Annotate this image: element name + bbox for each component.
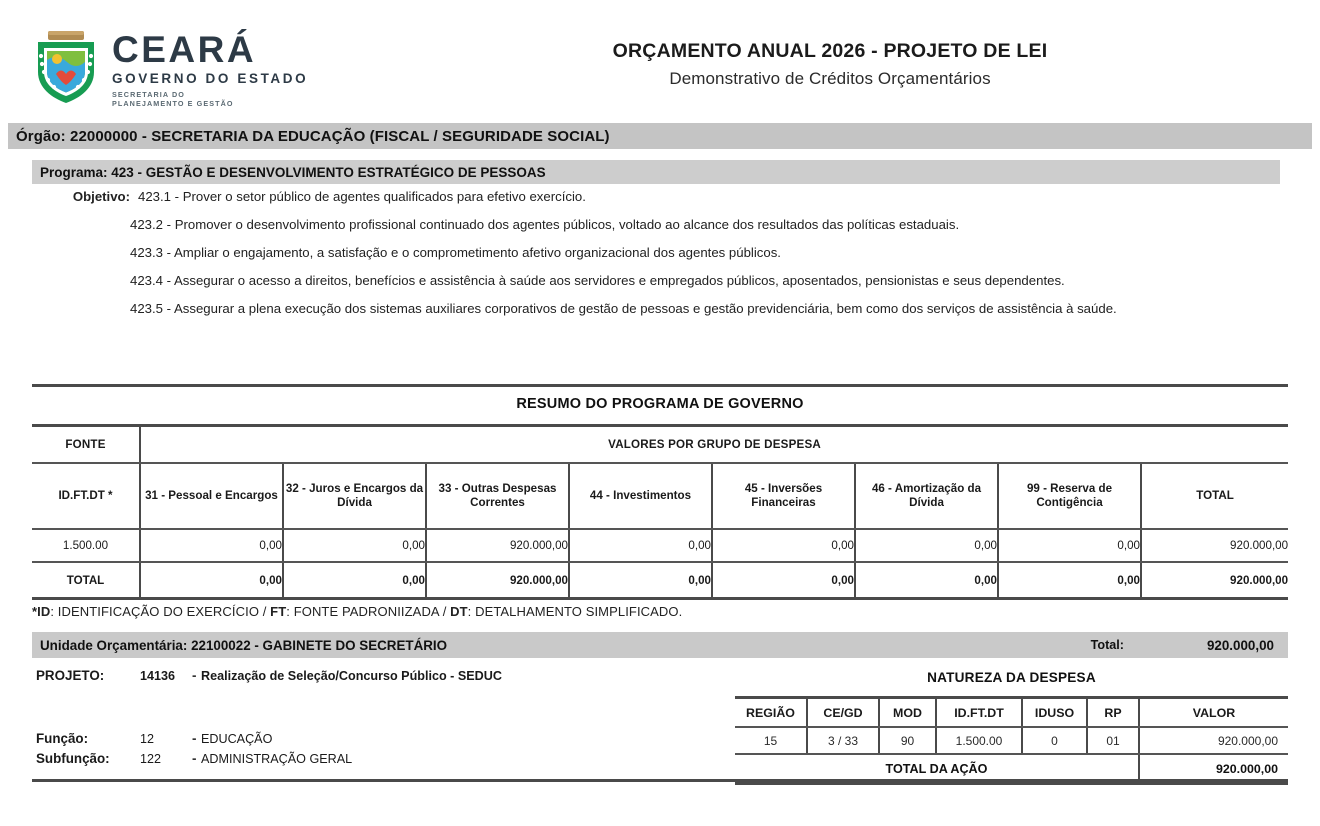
unidade-total-value: 920.000,00 <box>1206 637 1274 653</box>
projeto-code: 14136 <box>140 669 176 683</box>
total-cell-45: 0,00 <box>712 562 855 599</box>
cell-46: 0,00 <box>855 529 998 562</box>
natureza-cell-rp: 01 <box>1087 727 1139 754</box>
objetivo-indent-spacer <box>48 300 130 318</box>
projeto-name: Realização de Seleção/Concurso Público - SEDUC <box>201 669 502 683</box>
natureza-despesa-table <box>735 696 1288 785</box>
table-header-row <box>32 426 1288 464</box>
funcao-dash: - <box>192 731 197 746</box>
column-header-idftdt: ID.FT.DT * <box>32 463 140 529</box>
total-cell-31: 0,00 <box>140 562 283 599</box>
cell-31: 0,00 <box>140 529 283 562</box>
projeto-block <box>36 668 736 683</box>
table-row <box>32 529 1288 562</box>
column-header-44: 44 - Investimentos <box>569 463 712 529</box>
natureza-cell-mod: 90 <box>879 727 936 754</box>
natureza-cell-regiao: 15 <box>735 727 807 754</box>
objetivo-text: 423.4 - Assegurar o acesso a direitos, benefícios e assistência à saúde aos servidores e empregados públicos, aposentados, pensionistas e seus dependentes. <box>130 273 1065 288</box>
programa-bar <box>32 160 1280 184</box>
objetivo-indent-spacer <box>48 216 130 234</box>
fonte-header: FONTE <box>32 426 140 464</box>
programa-label: Programa: 423 - GESTÃO E DESENVOLVIMENTO ESTRATÉGICO DE PESSOAS <box>40 164 546 180</box>
subfuncao-row <box>36 751 736 766</box>
natureza-col-cegd: CE/GD <box>807 698 879 728</box>
natureza-col-mod: MOD <box>879 698 936 728</box>
natureza-col-regiao: REGIÃO <box>735 698 807 728</box>
objetivo-item <box>48 272 1263 290</box>
unidade-total-label: Total: <box>1090 638 1124 652</box>
natureza-data-row <box>735 727 1288 754</box>
logo-secretaria-line2: PLANEJAMENTO E GESTÃO <box>112 99 234 109</box>
funcao-code: 12 <box>140 732 155 746</box>
unidade-label: Unidade Orçamentária: 22100022 - GABINETE DO SECRETÁRIO <box>40 637 448 653</box>
cell-99: 0,00 <box>998 529 1141 562</box>
cell-total: 920.000,00 <box>1141 529 1288 562</box>
ceara-government-logo <box>30 28 320 112</box>
logo-secretaria-line1: SECRETARIA DO <box>112 90 185 99</box>
resumo-title: RESUMO DO PROGRAMA DE GOVERNO <box>516 396 804 412</box>
total-row-label: TOTAL <box>32 562 140 599</box>
resumo-programa-table <box>32 424 1288 600</box>
column-header-total: TOTAL <box>1141 463 1288 529</box>
objetivo-text: 423.2 - Promover o desenvolvimento profissional continuado dos agentes públicos, voltado ao alcance dos resultados das políticas estaduais. <box>130 217 960 232</box>
funcao-label: Função: <box>36 731 89 746</box>
ceara-shield-emblem-icon <box>30 30 102 104</box>
valores-grupo-header: VALORES POR GRUPO DE DESPESA <box>140 426 1288 464</box>
section-divider <box>32 384 1288 387</box>
column-header-32: 32 - Juros e Encargos da Dívida <box>283 463 426 529</box>
objetivo-text: 423.5 - Assegurar a plena execução dos sistemas auxiliares corporativos de gestão de pessoas e gestão previdenciária, bem como dos serviços de assistência à saúde. <box>130 301 1117 316</box>
subfuncao-dash: - <box>192 751 197 766</box>
column-header-33: 33 - Outras Despesas Correntes <box>426 463 569 529</box>
funcao-block <box>36 731 736 771</box>
logo-government-line: GOVERNO DO ESTADO <box>112 71 309 86</box>
natureza-col-iduso: IDUSO <box>1022 698 1087 728</box>
footnote-ft-label: FT <box>270 604 287 619</box>
cell-45: 0,00 <box>712 529 855 562</box>
column-header-46: 46 - Amortização da Dívida <box>855 463 998 529</box>
natureza-header-row <box>735 698 1288 728</box>
projeto-dash: - <box>192 668 197 683</box>
natureza-total-label: TOTAL DA AÇÃO <box>735 754 1139 784</box>
total-cell-46: 0,00 <box>855 562 998 599</box>
column-header-31: 31 - Pessoal e Encargos <box>140 463 283 529</box>
document-subtitle: Demonstrativo de Créditos Orçamentários <box>669 69 991 88</box>
document-title: ORÇAMENTO ANUAL 2026 - PROJETO DE LEI <box>612 40 1048 62</box>
footnote-dt-text: : DETALHAMENTO SIMPLIFICADO. <box>467 604 683 619</box>
objetivo-item <box>48 216 1263 234</box>
objetivo-text: 423.1 - Prover o setor público de agentes qualificados para efetivo exercício. <box>138 189 586 204</box>
logo-brand-name: CEARÁ <box>112 29 257 70</box>
orgao-bar <box>8 123 1312 149</box>
total-cell-99: 0,00 <box>998 562 1141 599</box>
column-header-45: 45 - Inversões Financeiras <box>712 463 855 529</box>
funcao-name: EDUCAÇÃO <box>201 732 273 746</box>
table-column-header-row <box>32 463 1288 529</box>
column-header-99: 99 - Reserva de Contigência <box>998 463 1141 529</box>
subfuncao-label: Subfunção: <box>36 751 110 766</box>
row-fonte-value: 1.500.00 <box>32 529 140 562</box>
natureza-cell-idftdt: 1.500.00 <box>936 727 1022 754</box>
unidade-orcamentaria-bar <box>32 632 1288 658</box>
total-cell-33: 920.000,00 <box>426 562 569 599</box>
projeto-label: PROJETO: <box>36 668 105 683</box>
orgao-label: Órgão: 22000000 - SECRETARIA DA EDUCAÇÃO (FISCAL / SEGURIDADE SOCIAL) <box>16 127 610 145</box>
logo-wordmark <box>112 29 309 109</box>
table-total-row <box>32 562 1288 599</box>
footnote-id-text: : IDENTIFICAÇÃO DO EXERCÍCIO / <box>50 604 271 619</box>
natureza-col-idftdt: ID.FT.DT <box>936 698 1022 728</box>
natureza-total-value: 920.000,00 <box>1139 754 1288 784</box>
subfuncao-name: ADMINISTRAÇÃO GERAL <box>201 752 353 766</box>
footnote-ft-text: : FONTE PADRONIIZADA / <box>286 604 451 619</box>
page-bottom-divider <box>32 779 1288 782</box>
natureza-col-rp: RP <box>1087 698 1139 728</box>
natureza-despesa-title: NATUREZA DA DESPESA <box>927 670 1096 685</box>
objetivo-item <box>48 188 1263 206</box>
document-header <box>0 22 1320 114</box>
total-cell-44: 0,00 <box>569 562 712 599</box>
footnote-star: * <box>32 604 38 619</box>
footnote-dt-label: DT <box>450 604 468 619</box>
funcao-row <box>36 731 736 746</box>
objetivo-indent-spacer <box>48 272 130 290</box>
natureza-cell-cegd: 3 / 33 <box>807 727 879 754</box>
objetivos-list <box>48 188 1263 328</box>
objetivo-item <box>48 244 1263 262</box>
projeto-row <box>36 668 736 683</box>
natureza-col-valor: VALOR <box>1139 698 1288 728</box>
cell-32: 0,00 <box>283 529 426 562</box>
objetivo-text: 423.3 - Ampliar o engajamento, a satisfação e o comprometimento afetivo organizacional dos agentes públicos. <box>130 245 781 260</box>
objetivo-heading-label: Objetivo: <box>72 189 130 204</box>
natureza-cell-valor: 920.000,00 <box>1139 727 1288 754</box>
total-cell-32: 0,00 <box>283 562 426 599</box>
cell-44: 0,00 <box>569 529 712 562</box>
subfuncao-code: 122 <box>140 752 162 766</box>
objetivo-item <box>48 300 1263 318</box>
total-cell-total: 920.000,00 <box>1141 562 1288 599</box>
document-title-block <box>380 40 1280 89</box>
footnote-id-label: ID <box>37 604 51 619</box>
natureza-cell-iduso: 0 <box>1022 727 1087 754</box>
table-footnote <box>32 604 682 619</box>
cell-33: 920.000,00 <box>426 529 569 562</box>
objetivo-indent-spacer <box>48 244 130 262</box>
